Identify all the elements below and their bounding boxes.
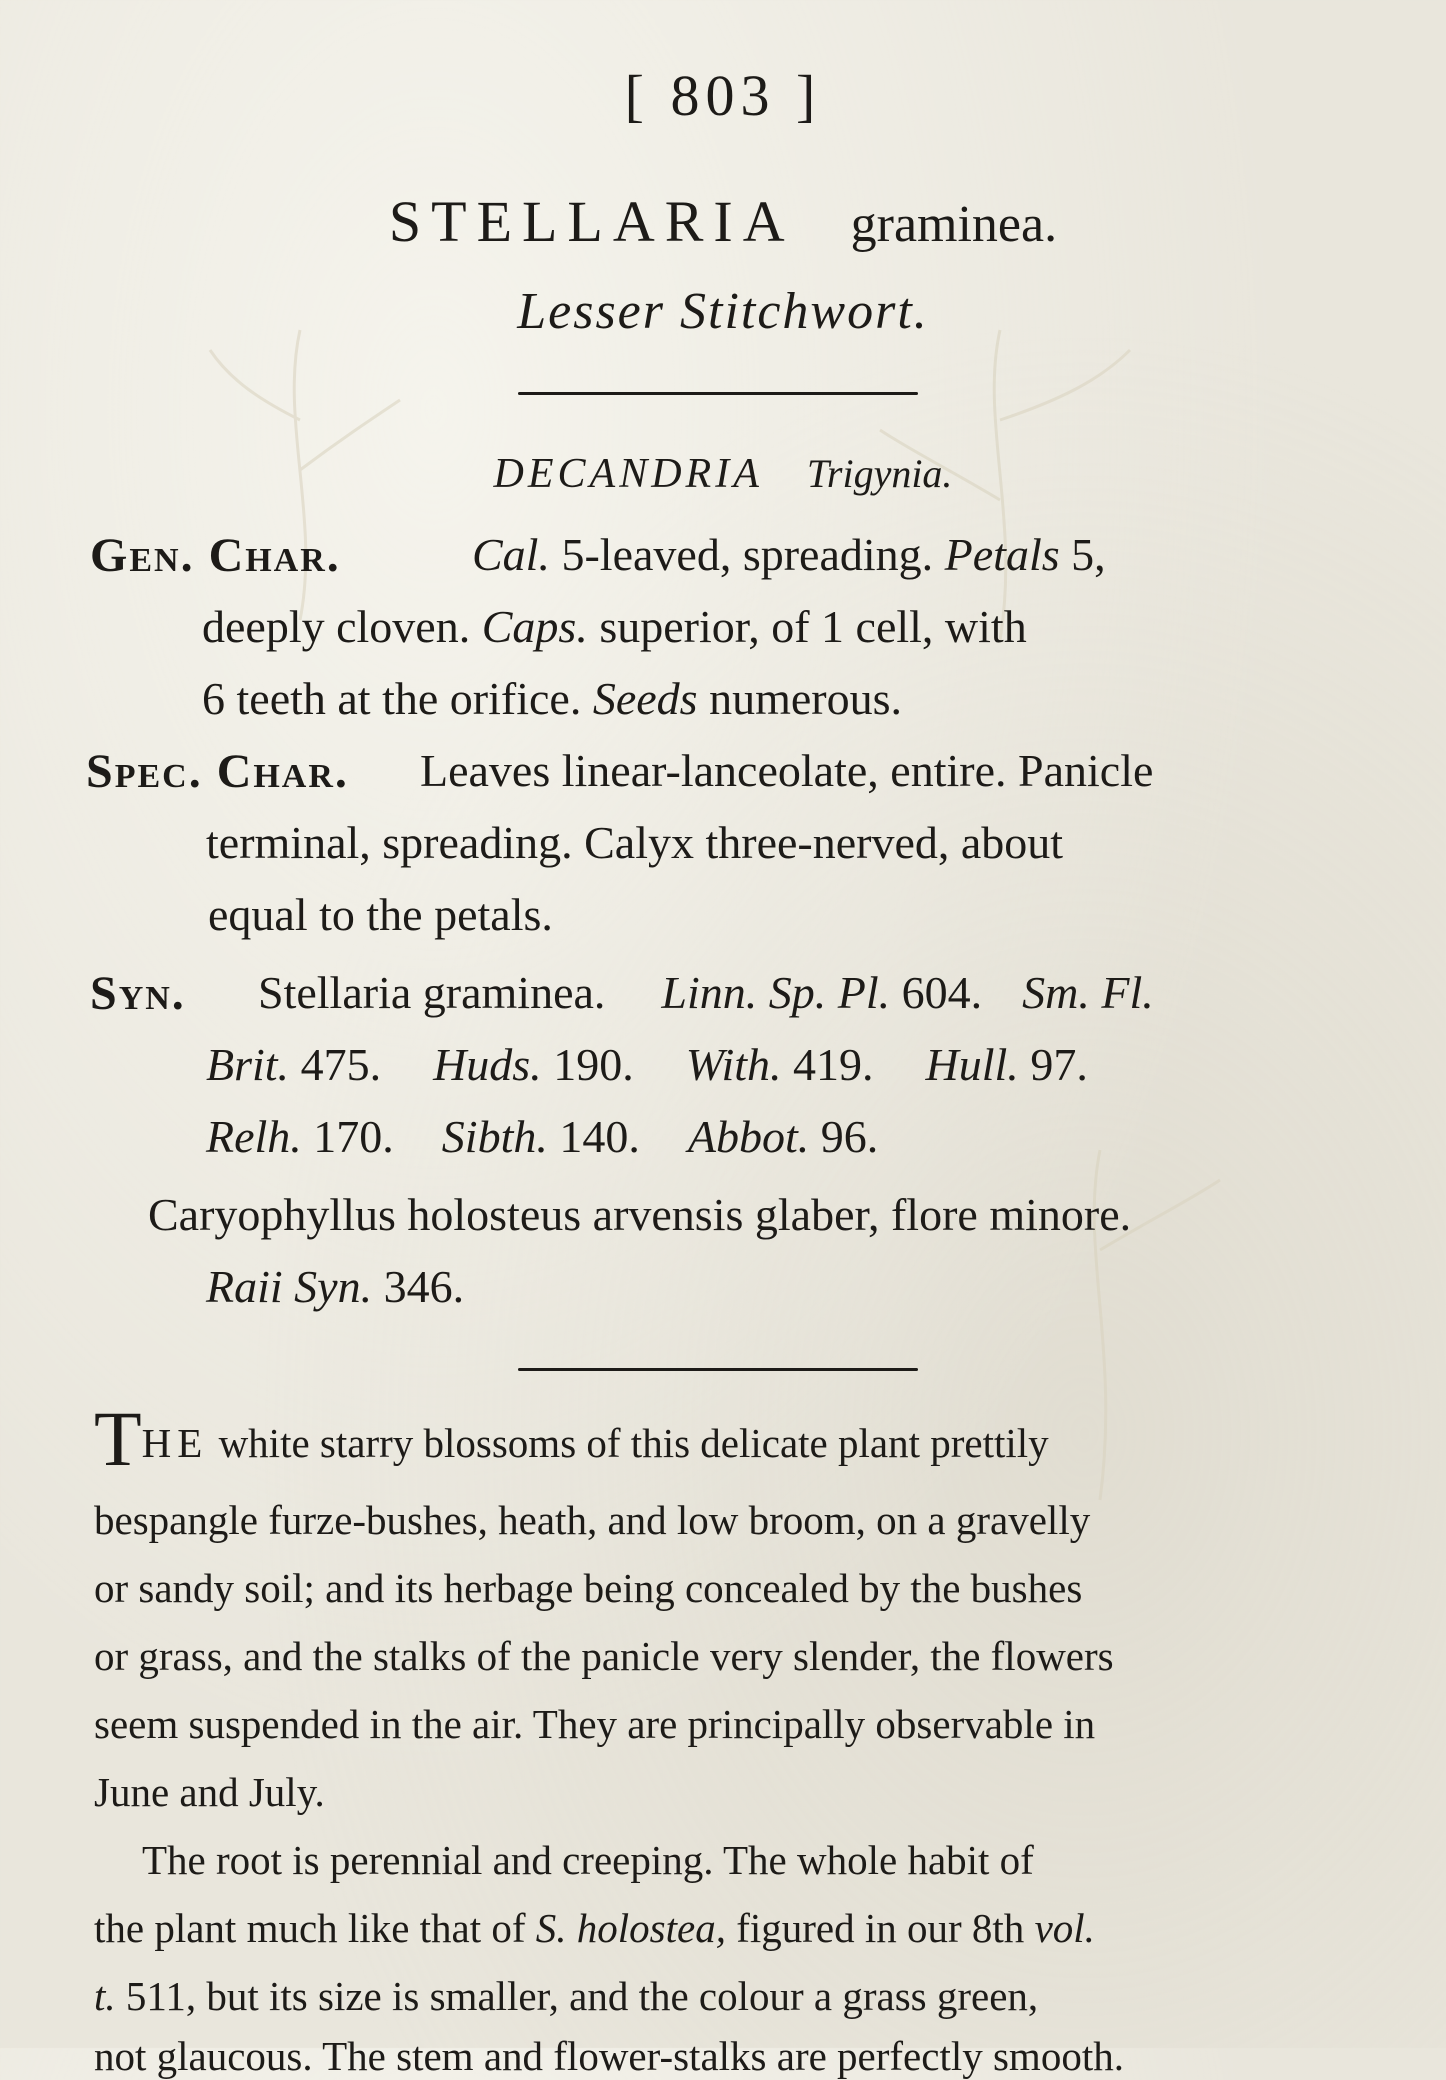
syn-line-3: Relh. 170. Sibth. 140. Abbot. 96. [206,1111,879,1162]
spec-char-line-3: equal to the petals. [208,889,553,940]
syn-line-4: Caryophyllus holosteus arvensis glaber, flore minore. [148,1189,1132,1240]
gen-char-line-2: deeply cloven. Caps. superior, of 1 cell, with [202,601,1027,652]
gen-char-line-1: Cal. 5-leaved, spreading. Petals 5, [472,529,1106,580]
body-line-4: or grass, and the stalks of the panicle very slender, the flowers [94,1633,1114,1679]
para2-line-2: the plant much like that of S. holostea, figured in our 8th vol. [94,1905,1095,1951]
gen-char-label: Gen. Char. [90,529,341,582]
gen-char-line-3: 6 teeth at the orifice. Seeds numerous. [202,673,902,724]
syn-label: Syn. [90,967,186,1020]
species-name: graminea. [850,196,1058,253]
syn-line-5: Raii Syn. 346. [206,1261,465,1312]
classification [0,450,1446,498]
para2-line-3: t. 511, but its size is smaller, and the colour a grass green, [94,1973,1039,2019]
genus-name: STELLARIA [388,189,795,254]
divider-bottom [518,1368,918,1371]
syn-line-1: Stellaria graminea. Linn. Sp. Pl. 604. Sm. Fl. [258,967,1154,1018]
drop-cap: T [94,1395,142,1482]
body-line-3: or sandy soil; and its herbage being concealed by the bushes [94,1565,1083,1611]
page-title [0,188,1446,255]
body-line-2: bespangle furze-bushes, heath, and low broom, on a gravelly [94,1497,1091,1543]
para2-line-4: not glaucous. The stem and flower-stalks are perfectly smooth. [94,2033,1124,2079]
body-line-6: June and July. [94,1769,325,1815]
page-number: [ 803 ] [624,63,822,128]
syn-line-2: Brit. 475. Huds. 190. With. 419. Hull. 97. [206,1039,1088,1090]
body-line-1: THE white starry blossoms of this delicate plant prettily [94,1395,1049,1482]
body-line-5: seem suspended in the air. They are principally observable in [94,1701,1096,1747]
class-name: DECANDRIA [493,451,763,497]
para2-line-1: The root is perennial and creeping. The whole habit of [142,1837,1034,1883]
spec-char-line-2: terminal, spreading. Calyx three-nerved, about [206,817,1064,868]
order-name: Trigynia. [806,451,953,496]
spec-char-label: Spec. Char. [86,745,349,798]
divider-top [518,392,918,395]
spec-char-line-1: Leaves linear-lanceolate, entire. Panicle [420,745,1154,796]
common-name: Lesser Stitchwort. [517,283,929,340]
